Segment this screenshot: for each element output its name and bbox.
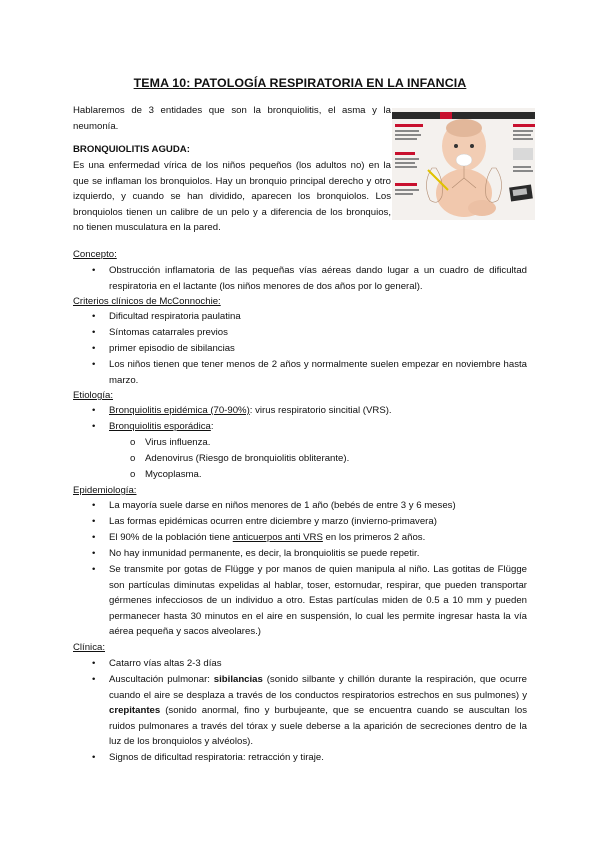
bronquiolitis-heading: BRONQUIOLITIS AGUDA: [73, 144, 190, 155]
bullet-marker: • [92, 516, 96, 527]
epidemiologia-item-5: Se transmite por gotas de Flügge y por manos de quien manipula al niño. Las gotitas de Flügge son partículas diminutas expelidas al hablar, toser, estornudar, respirar, que pueden transportar gérmenes infecciosos de un individuo a otro. Estas partículas miden de 0.5 a 10 mm y pueden permanecer hasta 30 minutos en el aire en suspensión, lo cual les permite ingresar hasta la vía aérea pequeña y sacos alveolares.) [109, 564, 527, 638]
bullet-marker: • [92, 548, 96, 559]
etiologia-item-2 [109, 419, 527, 435]
clinica-item-2 [109, 672, 527, 750]
etiologia-sub-1: Virus influenza. [145, 437, 211, 448]
concepto-heading: Concepto: [73, 249, 117, 260]
bullet-marker: • [92, 343, 96, 354]
criterios-item-3: primer episodio de sibilancias [109, 343, 235, 354]
bronquiolitis-paragraph: Es una enfermedad vírica de los niños pequeños (los adultos no) en la que se inflaman los bronquiolos. Hay un bronquio principal derecho y otro izquierdo, y cuando se han dividido, aparecen los bronquiolos. Los bronquiolos tienen un calibre de un pelo y a diferencia de los bronquios, no tienen musculatura en la pared. [73, 160, 391, 234]
etiologia-heading: Etiología: [73, 390, 114, 401]
etiologia-item-1-rest: : virus respiratorio sincitial (VRS). [249, 405, 392, 416]
sub-bullet-marker: o [130, 453, 136, 464]
epidemiologia-heading: Epidemiología: [73, 485, 137, 496]
bullet-marker: • [92, 564, 96, 575]
epidemiologia-item-4: No hay inmunidad permanente, es decir, la bronquiolitis se puede repetir. [109, 548, 420, 559]
intro-paragraph: Hablaremos de 3 entidades que son la bronquiolitis, el asma y la neumonía. [73, 105, 391, 132]
etiologia-sub-2: Adenovirus (Riesgo de bronquiolitis obliterante). [145, 453, 350, 464]
page-title: TEMA 10: PATOLOGÍA RESPIRATORIA EN LA INFANCIA [133, 76, 467, 90]
criterios-item-2: Síntomas catarrales previos [109, 327, 228, 338]
clinica-item-1: Catarro vías altas 2-3 días [109, 658, 222, 669]
bullet-marker: • [92, 359, 96, 370]
etiologia-item-1 [109, 403, 527, 419]
epidemiologia-item-3-underlined: anticuerpos anti VRS [232, 532, 323, 543]
bullet-marker: • [92, 311, 96, 322]
clinica-item-3: Signos de dificultad respiratoria: retracción y tiraje. [109, 752, 324, 763]
bullet-marker: • [92, 500, 96, 511]
etiologia-item-2-rest: : [210, 421, 214, 432]
criterios-item-4: Los niños tienen que tener menos de 2 años y normalmente suelen empezar en noviembre hasta marzo. [109, 359, 527, 386]
clinica-heading: Clínica: [73, 642, 105, 653]
bullet-marker: • [92, 327, 96, 338]
clinica-item-2-a: Auscultación pulmonar: [109, 674, 214, 685]
etiologia-item-1-underlined: Bronquiolitis epidémica (70-90%) [109, 405, 250, 416]
sibilancias-term: sibilancias [213, 674, 263, 685]
bullet-marker: • [92, 405, 96, 416]
bullet-marker: • [92, 421, 96, 432]
bullet-marker: • [92, 674, 96, 685]
bullet-marker: • [92, 752, 96, 763]
crepitantes-term: crepitantes [109, 705, 161, 717]
etiologia-item-2-underlined: Bronquiolitis esporádica [109, 421, 211, 432]
clinica-item-2-c: (sonido silbante y chillón durante la respiración, que ocurre cuando el aire se desplaza a través de los conductos respiratorios estrechos en sus pulmones) y [109, 674, 527, 701]
bronchiolitis-infographic-image [392, 108, 535, 220]
bullet-marker: • [92, 265, 96, 276]
bullet-marker: • [92, 658, 96, 669]
criterios-item-1: Dificultad respiratoria paulatina [109, 311, 241, 322]
concepto-item-1: Obstrucción inflamatoria de las pequeñas vías aéreas dando lugar a un cuadro de dificultad respiratoria en el lactante (los niños menores de dos años por lo general). [109, 265, 527, 292]
clinica-item-2-d: (sonido anormal, fino y burbujeante, que se encuentra cuando se auscultan los ruidos pulmonares a través del tórax y suele deberse a la aparición de secreciones dentro de la luz de los bronquiolos y alvéolos). [109, 705, 527, 748]
epidemiologia-item-2: Las formas epidémicas ocurren entre diciembre y marzo (invierno-primavera) [109, 516, 437, 527]
sub-bullet-marker: o [130, 437, 136, 448]
epidemiologia-item-3 [109, 530, 527, 546]
criterios-heading: Criterios clínicos de McConnochie: [73, 296, 221, 307]
epidemiologia-item-3-b: en los primeros 2 años. [322, 532, 426, 543]
sub-bullet-marker: o [130, 469, 136, 480]
epidemiologia-item-1: La mayoría suele darse en niños menores de 1 año (bebés de entre 3 y 6 meses) [109, 500, 456, 511]
epidemiologia-item-3-a: El 90% de la población tiene [109, 532, 233, 543]
etiologia-sub-3: Mycoplasma. [145, 469, 202, 480]
bullet-marker: • [92, 532, 96, 543]
